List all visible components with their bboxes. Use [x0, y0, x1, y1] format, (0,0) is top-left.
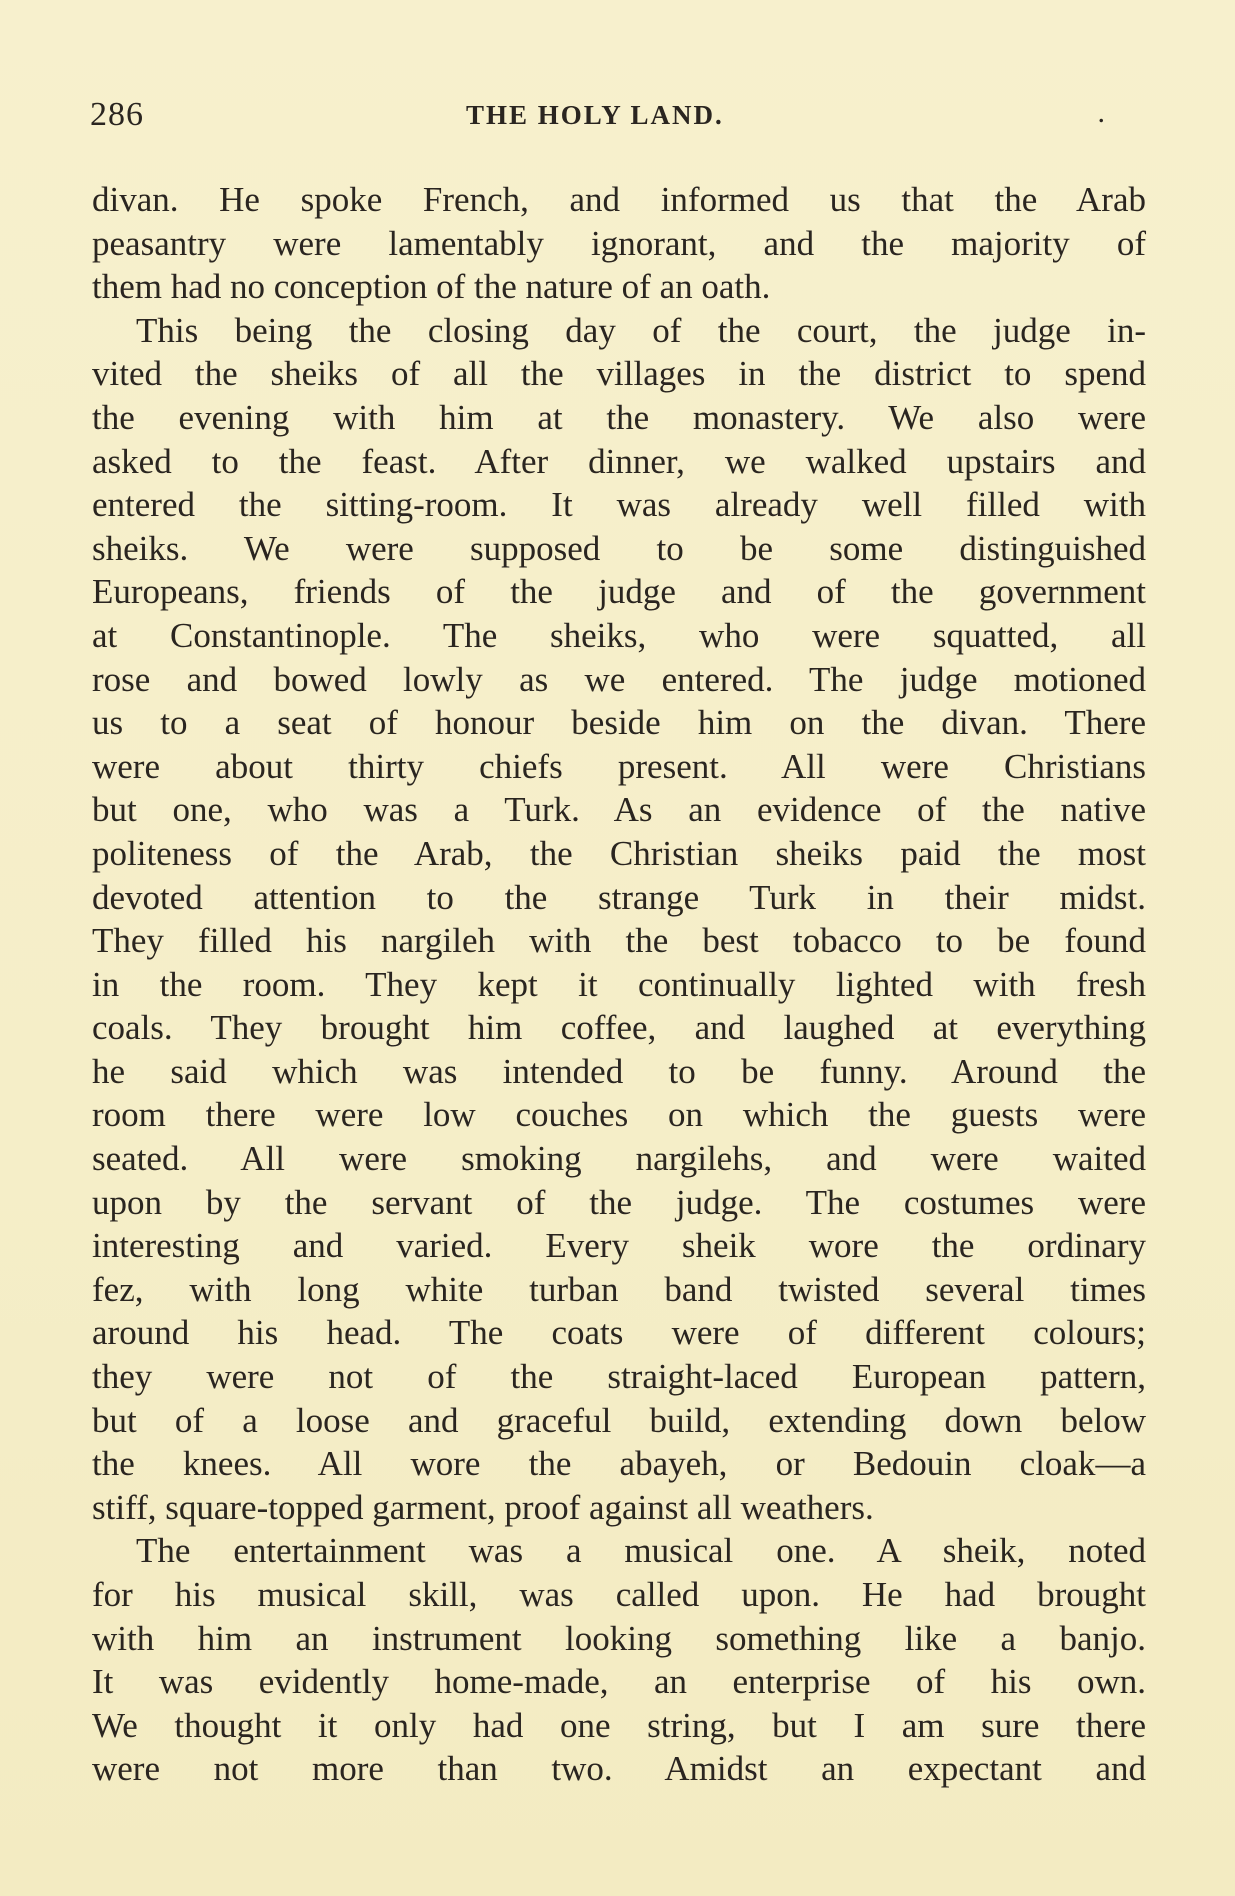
text-line: coals. They brought him coffee, and laughed at everything	[92, 1008, 1146, 1048]
text-line: them had no conception of the nature of an oath.	[92, 267, 771, 307]
text-line: they were not of the straight-laced European pattern,	[92, 1357, 1146, 1397]
text-line: for his musical skill, was called upon. He had brought	[92, 1575, 1146, 1614]
text-line: The entertainment was a musical one. A sheik, noted	[136, 1531, 1146, 1571]
text-line: but one, who was a Turk. As an evidence of the native	[92, 790, 1146, 830]
text-line: politeness of the Arab, the Christian sheiks paid the most	[92, 833, 1146, 873]
text-line: interesting and varied. Every sheik wore the ordinary	[92, 1226, 1146, 1266]
text-line: were not more than two. Amidst an expectant and	[92, 1749, 1146, 1789]
text-line: peasantry were lamentably ignorant, and the majority of	[92, 223, 1146, 263]
text-line: the evening with him at the monastery. We also were	[92, 397, 1146, 437]
text-line: sheiks. We were supposed to be some distinguished	[92, 528, 1146, 568]
text-line: devoted attention to the strange Turk in their midst.	[92, 877, 1146, 917]
page-number: 286	[90, 96, 144, 133]
text-line: with him an instrument looking something like a banjo.	[92, 1618, 1146, 1658]
text-line: This being the closing day of the court, the judge in-	[136, 310, 1146, 350]
text-line: upon by the servant of the judge. The costumes were	[92, 1182, 1146, 1222]
text-line: around his head. The coats were of different colours;	[92, 1313, 1146, 1353]
text-line: It was evidently home-made, an enterprise of his own.	[92, 1662, 1146, 1702]
text-line: in the room. They kept it continually lighted with fresh	[92, 964, 1146, 1004]
text-line: the knees. All wore the abayeh, or Bedouin cloak—a	[92, 1444, 1146, 1484]
text-line: Europeans, friends of the judge and of the government	[92, 572, 1146, 612]
body-text	[92, 178, 1146, 1791]
text-line: were about thirty chiefs present. All were Christians	[92, 746, 1146, 786]
text-line: We thought it only had one string, but I am sure there	[92, 1705, 1146, 1745]
text-line: at Constantinople. The sheiks, who were squatted, all	[92, 615, 1146, 655]
page-header	[90, 96, 1145, 146]
running-head: THE HOLY LAND.	[466, 100, 724, 130]
text-line: entered the sitting-room. It was already well filled with	[92, 485, 1146, 525]
header-mark: .	[1097, 96, 1105, 129]
text-line: he said which was intended to be funny. Around the	[92, 1051, 1146, 1091]
text-line: vited the sheiks of all the villages in the district to spend	[92, 354, 1146, 394]
text-line: stiff, square-topped garment, proof against all weathers.	[92, 1487, 874, 1527]
text-line: us to a seat of honour beside him on the divan. There	[92, 703, 1146, 743]
text-line: room there were low couches on which the guests were	[92, 1095, 1146, 1135]
text-line: asked to the feast. After dinner, we walked upstairs and	[92, 441, 1146, 481]
text-line: divan. He spoke French, and informed us that the Arab	[92, 180, 1146, 219]
text-line: fez, with long white turban band twisted several times	[92, 1269, 1146, 1309]
text-line: but of a loose and graceful build, extending down below	[92, 1400, 1146, 1440]
text-line: rose and bowed lowly as we entered. The judge motioned	[92, 659, 1146, 699]
text-line: seated. All were smoking nargilehs, and were waited	[92, 1139, 1146, 1179]
text-line: They filled his nargileh with the best tobacco to be found	[92, 921, 1146, 961]
